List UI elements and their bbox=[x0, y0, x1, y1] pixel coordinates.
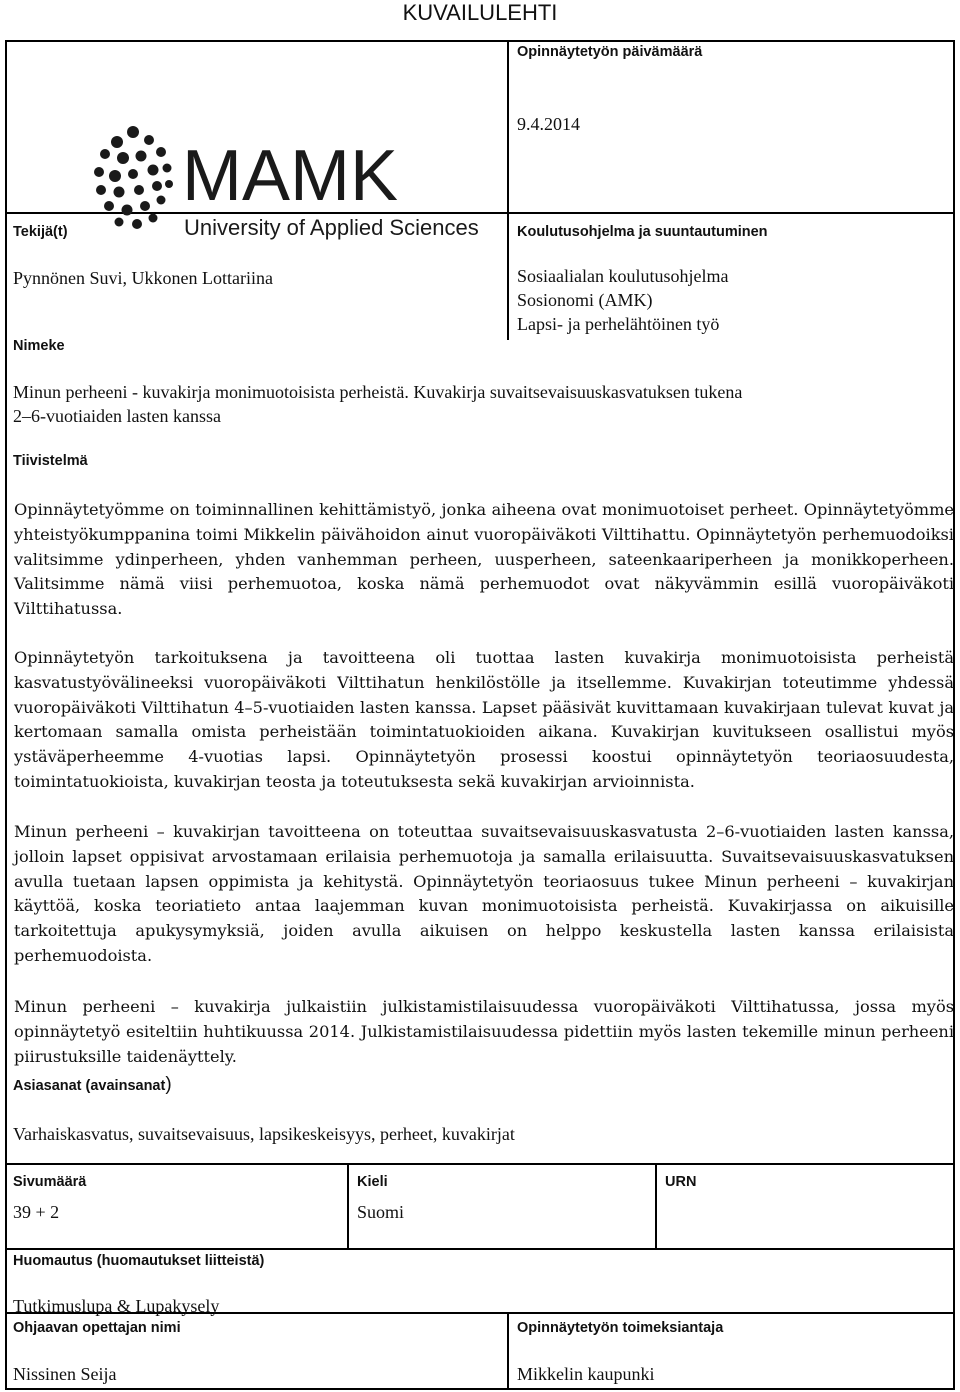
logo-name: MAMK bbox=[182, 136, 398, 216]
divider bbox=[7, 1248, 953, 1250]
supervisor-label: Ohjaavan opettajan nimi bbox=[13, 1320, 181, 1336]
date-label: Opinnäytetyön päivämäärä bbox=[517, 44, 703, 60]
title-line: Minun perheeni - kuvakirja monimuotoisista perheistä. Kuvakirja suvaitsevaisuuskasvatuksen tukena bbox=[13, 382, 743, 402]
language-value: Suomi bbox=[357, 1202, 405, 1222]
divider bbox=[507, 42, 509, 340]
program-line: Sosiaalialan koulutusohjelma bbox=[517, 266, 729, 286]
pages-value: 39 + 2 bbox=[13, 1202, 60, 1222]
program-line: Lapsi- ja perhelähtöinen työ bbox=[517, 314, 720, 334]
abstract-paragraph: Opinnäytetyömme on toiminnallinen kehittämistyö, jonka aiheena ovat monimuotoiset perheet. Opinnäytetyömme yhteistyökumppanina toimi Mikkelin päivähoidon ainut vuoropäiväkoti Vilttihattu. Opinnäytetyön perhemuodoiksi valitsimme ydinperheen, yhden vanhemman perheen, uusperheen, sateenkaariperheen ja monikkoperheen. Valitsimme nämä viisi perhemuotoa, koska nämä perhemuodot ovat näkyvämmin esillä vuoropäiväkoti Vilttihatussa. bbox=[14, 500, 954, 619]
commissioner-label: Opinnäytetyön toimeksiantaja bbox=[517, 1320, 724, 1336]
urn-label: URN bbox=[665, 1174, 697, 1190]
title-value bbox=[13, 380, 742, 428]
title-label: Nimeke bbox=[13, 338, 65, 354]
supervisor-value: Nissinen Seija bbox=[13, 1364, 117, 1384]
logo-subtitle: University of Applied Sciences bbox=[184, 215, 479, 240]
abstract-paragraph: Minun perheeni – kuvakirja julkaistiin julkistamistilaisuudessa vuoropäiväkoti Vilttihatussa, jossa myös opinnäytetyö esiteltiin huhtikuussa 2014. Julkistamistilaisuudessa pidettiin myös lasten tekemille minun perheeni piirustuksille taidenäyttely. bbox=[14, 997, 954, 1066]
abstract-paragraph: Opinnäytetyön tarkoituksena ja tavoitteena oli tuottaa lasten kuvakirja monimuotoisista perheistä kasvatustyövälineeksi vuoropäiväkoti Vilttihatun henkilöstölle ja itsellemme. Kuvakirjan toteutimme yhdessä vuoropäiväkoti Vilttihatun 4–5-vuotiaiden lasten kanssa. Lapset pääsivät kuvittamaan kuvakirjaan tulevat kuvat ja kertomaan samalla omista perheistään toimintatuokioiden aikana. Kuvakirjan kuvitukseen osallistui myös ystäväperheemme 4-vuotias lapsi. Opinnäytetyön prosessi koostui opinnäytetyön teoriaosuudesta, toimintatuokioista, kuvakirjan teosta ja toteutuksesta sekä kuvakirjan arvioinnista. bbox=[14, 648, 954, 791]
notes-label: Huomautus (huomautukset liitteistä) bbox=[13, 1253, 265, 1269]
keywords-label-paren: ) bbox=[165, 1074, 172, 1095]
divider bbox=[7, 1163, 953, 1165]
author-label: Tekijä(t) bbox=[13, 224, 68, 240]
abstract-paragraph: Minun perheeni – kuvakirjan tavoitteena on toteuttaa suvaitsevaisuuskasvatusta 2–6-vuotiaiden lasten kanssa, jolloin lapset oppisivat arvostamaan erilaisia perhemuotoja ja samalla erilaisuutta. Suvaitsevaisuuskasvatuksen avulla tuetaan lapsen oppimista ja kehitystä. Opinnäytetyön teoriaosuus tukee Minun perheeni – kuvakirjan käyttöä, koska teoriatieto antaa laajemman kuvan monimuotoisista perheistä. Kuvakirjassa on aikuisille tarkoitettuja apukysymyksiä, joiden avulla aikuisen on helppo keskustella lasten kanssa erilaisista perhemuodoista. bbox=[14, 822, 954, 965]
divider bbox=[507, 1312, 509, 1390]
keywords-label-text: Asiasanat (avainsanat bbox=[13, 1078, 166, 1094]
keywords-value: Varhaiskasvatus, suvaitsevaisuus, lapsikeskeisyys, perheet, kuvakirjat bbox=[13, 1124, 515, 1144]
program-line: Sosionomi (AMK) bbox=[517, 290, 653, 310]
program-label: Koulutusohjelma ja suuntautuminen bbox=[517, 224, 768, 240]
divider bbox=[655, 1163, 657, 1248]
author-value: Pynnönen Suvi, Ukkonen Lottariina bbox=[13, 268, 273, 288]
notes-value: Tutkimuslupa & Lupakysely bbox=[13, 1296, 220, 1316]
mamk-logo bbox=[77, 92, 479, 242]
page-title: KUVAILULEHTI bbox=[402, 0, 558, 25]
title-line: 2–6-vuotiaiden lasten kanssa bbox=[13, 406, 221, 426]
keywords-label bbox=[13, 1076, 172, 1095]
abstract-label: Tiivistelmä bbox=[13, 453, 88, 469]
language-label: Kieli bbox=[357, 1174, 388, 1190]
date-value: 9.4.2014 bbox=[517, 114, 580, 134]
description-form bbox=[5, 40, 955, 1390]
commissioner-value: Mikkelin kaupunki bbox=[517, 1364, 655, 1384]
divider bbox=[347, 1163, 349, 1248]
pages-label: Sivumäärä bbox=[13, 1174, 87, 1190]
program-value bbox=[517, 264, 728, 336]
